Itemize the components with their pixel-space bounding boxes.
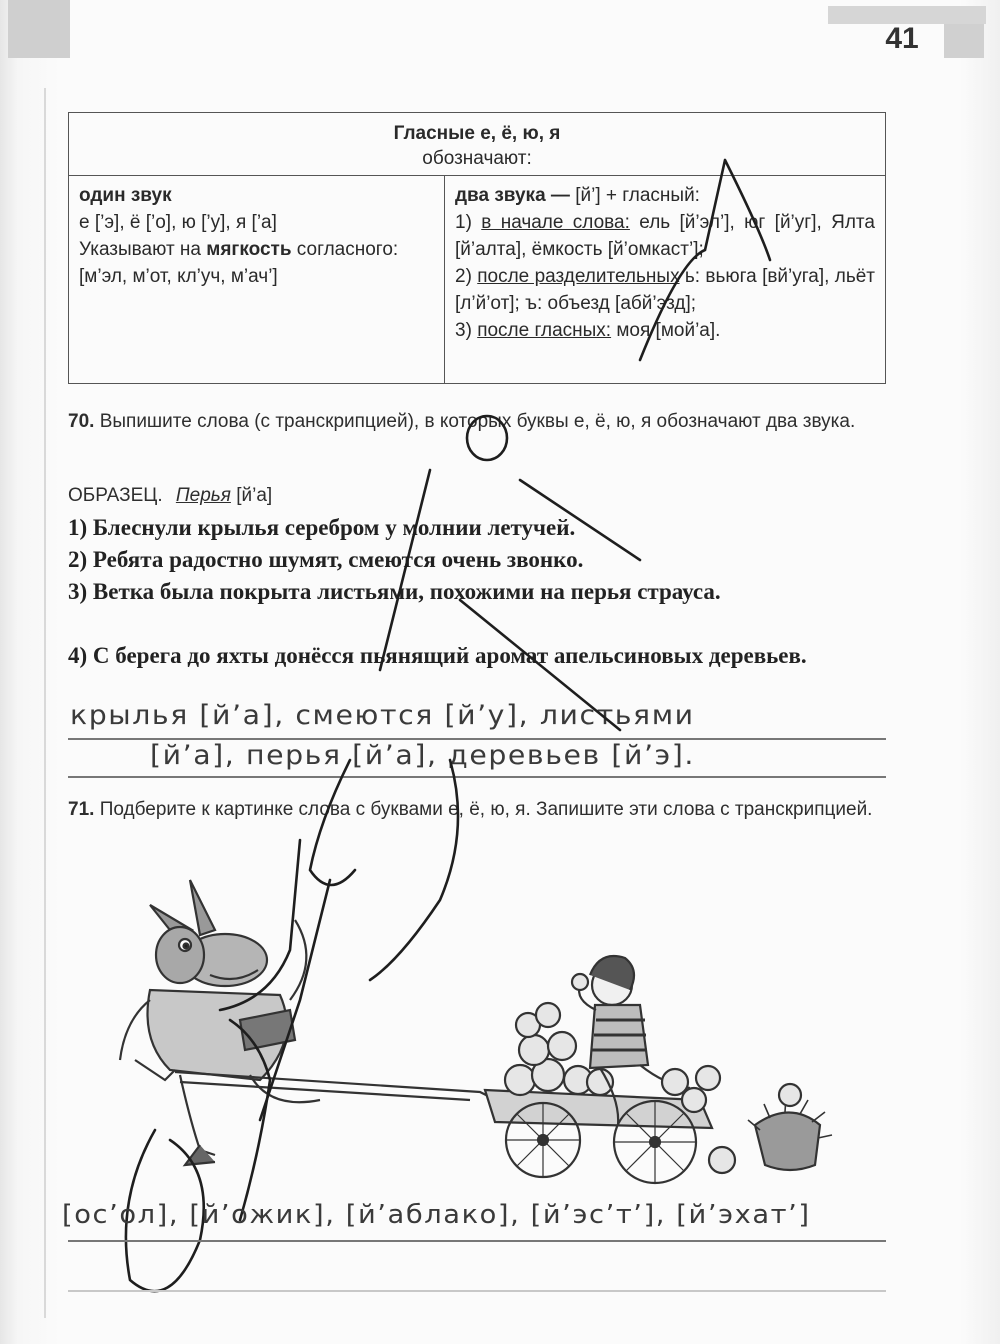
writing-line [68, 1290, 886, 1292]
item-text: ь: вьюга [вй’уга], льёт [л’й’от]; [455, 266, 875, 314]
item-number: 2) [455, 266, 478, 287]
sentence-1: 1) Блеснули крылья серебром у молнии летучей. [68, 515, 576, 540]
item-label: в начале слова: [481, 212, 630, 233]
exercise-number: 71. [68, 799, 95, 820]
item-number: 1) [455, 212, 482, 233]
sentence-3: 3) Ветка была покрыта листьями, похожими на перья страуса. [68, 579, 721, 604]
sample-transcription: [й’а] [230, 485, 273, 506]
answer-70-line-1: крылья [й’а], смеются [й’у], листьями [70, 700, 695, 731]
item-text: ъ: объезд [абй’эзд]; [525, 293, 697, 314]
heading-bold: два звука — [455, 185, 576, 206]
sample-label: ОБРАЗЕЦ. [68, 485, 163, 506]
sample-word: Перья [175, 485, 231, 506]
one-sound-letters: е [’э], ё [’о], ю [’у], я [’а] [79, 212, 277, 233]
one-sound-examples: [м’эл, м’от, кл’уч, м’ач’] [79, 266, 278, 287]
heading-rest: [й’] + гласный: [575, 185, 700, 206]
exercise-task-text: Подберите к картинке слова с буквами е, ё, ю, я. Запишите эти слова с транскрипцией. [94, 799, 873, 820]
note-text: согласного: [291, 239, 399, 260]
item-number: 3) [455, 320, 478, 341]
item-text: ель [й’эл’], юг [й’уг], Ялта [й’алта], ёмкость [й’омкаст’]; [455, 212, 875, 260]
page-number: 41 [885, 22, 919, 55]
one-sound-heading: один звук [79, 185, 172, 206]
donkey-illustration [120, 880, 320, 1165]
sentence-4: 4) С берега до яхты донёсся пьянящий аромат апельсиновых деревьев. [68, 643, 807, 668]
sentence-2: 2) Ребята радостно шумят, смеются очень звонко. [68, 547, 584, 572]
note-text: Указывают на [79, 239, 207, 260]
exercise-number: 70. [68, 411, 95, 432]
item-text: моя [мой’а]. [611, 320, 721, 341]
rule-subtitle: обозначают: [422, 148, 532, 169]
note-bold: мягкость [206, 239, 292, 260]
exercise-task-text: Выпишите слова (с транскрипцией), в которых буквы е, ё, ю, я обозначают два звука. [94, 411, 856, 432]
cart-illustration [175, 956, 832, 1183]
writing-line [68, 1240, 886, 1242]
answer-70-line-2: [й’а], перья [й’а], деревьев [й’э]. [150, 740, 695, 771]
rule-title: Гласные е, ё, ю, я [393, 123, 561, 144]
item-label: после разделительных [477, 266, 680, 287]
answer-71: [ос’ол], [й’ожик], [й’аблако], [й’эс’т’], [й’эхат’] [62, 1200, 811, 1230]
item-label: после гласных: [477, 320, 612, 341]
